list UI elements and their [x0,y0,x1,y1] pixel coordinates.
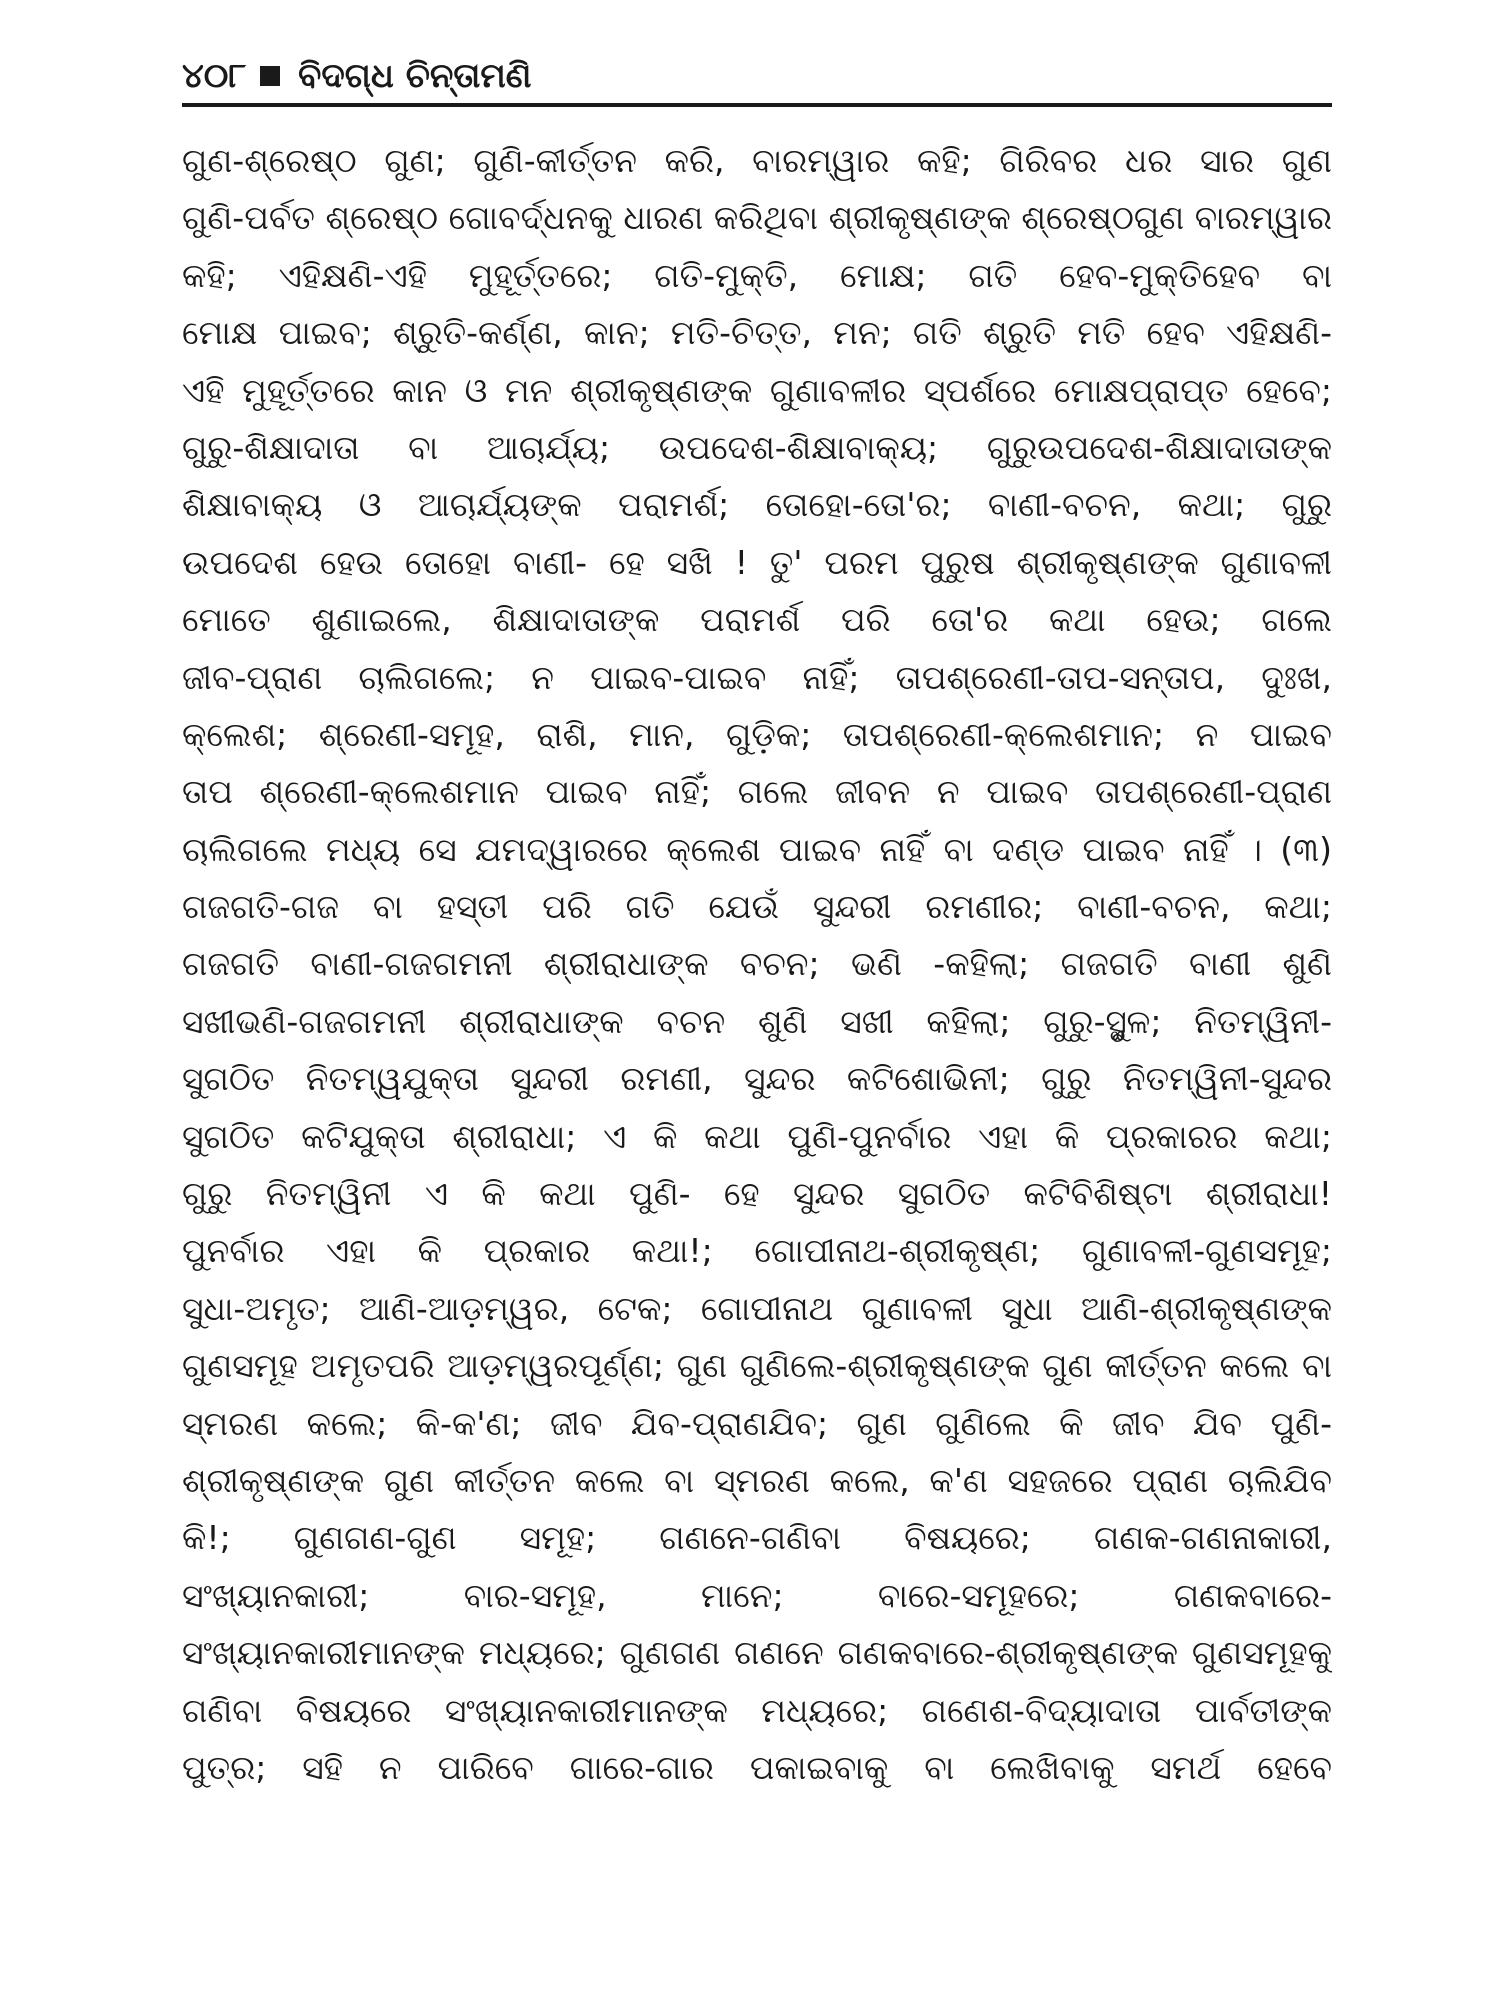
text-line: ଏହି ମୁହୂର୍ତ୍ତରେ କାନ ଓ ମନ ଶ୍ରୀକୃଷ୍ଣଙ୍କ ଗୁଣାବଳୀର ସ୍ପର୍ଶରେ ମୋକ୍ଷପ୍ରାପ୍ତ ହେବେ; [182,370,1332,410]
square-bullet-icon [260,66,280,86]
text-line: ଗଜଗତି ବାଣୀ-ଗଜଗମନୀ ଶ୍ରୀରାଧାଙ୍କ ବଚନ; ଭଣି -କହିଲା; ଗଜଗତି ବାଣୀ ଶୁଣି [182,944,1332,984]
text-line: ସଖୀଭଣି-ଗଜଗମନୀ ଶ୍ରୀରାଧାଙ୍କ ବଚନ ଶୁଣି ସଖୀ କହିଲା; ଗୁରୁ-ସ୍ଥୁଳ; ନିତମ୍ୱିନୀ- [182,1001,1332,1041]
text-line: ସୁଗଠିତ ନିତମ୍ୱଯୁକ୍ତା ସୁନ୍ଦରୀ ରମଣୀ, ସୁନ୍ଦର କଟିଶୋଭିନୀ; ଗୁରୁ ନିତମ୍ୱିନୀ-ସୁନ୍ଦର [182,1059,1332,1099]
text-line: ଚାଲିଗଲେ ମଧ୍ୟ ସେ ଯମଦ୍ୱାରରେ କ୍ଲେଶ ପାଇବ ନାହିଁ ବା ଦଣ୍ଡ ପାଇବ ନାହିଁ । (୩) [182,829,1332,869]
text-line: ଗୁରୁ-ଶିକ୍ଷାଦାତା ବା ଆଚାର୍ଯ୍ୟ; ଉପଦେଶ-ଶିକ୍ଷାବାକ୍ୟ; ଗୁରୁଉପଦେଶ-ଶିକ୍ଷାଦାତାଙ୍କ [182,427,1332,467]
text-line: ପୁନର୍ବାର ଏହା କି ପ୍ରକାର କଥା!; ଗୋପୀନାଥ-ଶ୍ରୀକୃଷ୍ଣ; ଗୁଣାବଳୀ-ଗୁଣସମୂହ; [182,1231,1332,1271]
text-line: ତାପ ଶ୍ରେଣୀ-କ୍ଲେଶମାନ ପାଇବ ନାହିଁ; ଗଲେ ଜୀବନ ନ ପାଇବ ତାପଶ୍ରେଣୀ-ପ୍ରାଣ [182,772,1332,812]
text-line: ସୁଧା-ଅମୃତ; ଆଣି-ଆଡ଼ମ୍ୱର, ଟେକ; ଗୋପୀନାଥ ଗୁଣାବଳୀ ସୁଧା ଆଣି-ଶ୍ରୀକୃଷ୍ଣଙ୍କ [182,1288,1332,1328]
text-line: କି!; ଗୁଣଗଣ-ଗୁଣ ସମୂହ; ଗଣନେ-ଗଣିବା ବିଷୟରେ; ଗଣକ-ଗଣନାକାରୀ, [182,1518,1332,1558]
text-line: ସଂଖ୍ୟାନକାରୀମାନଙ୍କ ମଧ୍ୟରେ; ଗୁଣଗଣ ଗଣନେ ଗଣକବାରେ-ଶ୍ରୀକୃଷ୍ଣଙ୍କ ଗୁଣସମୂହକୁ [182,1633,1332,1673]
text-line: ଜୀବ-ପ୍ରାଣ ଚାଲିଗଲେ; ନ ପାଇବ-ପାଇବ ନାହିଁ; ତାପଶ୍ରେଣୀ-ତାପ-ସନ୍ତାପ, ଦୁଃଖ, [182,657,1332,697]
text-line: ସଂଖ୍ୟାନକାରୀ; ବାର-ସମୂହ, ମାନେ; ବାରେ-ସମୂହରେ; ଗଣକବାରେ- [182,1575,1332,1615]
text-line: ଗଣିବା ବିଷୟରେ ସଂଖ୍ୟାନକାରୀମାନଙ୍କ ମଧ୍ୟରେ; ଗଣେଶ-ବିଦ୍ୟାଦାତା ପାର୍ବତୀଙ୍କ [182,1690,1332,1730]
text-line: ମୋକ୍ଷ ପାଇବ; ଶ୍ରୁତି-କର୍ଣ୍ଣ, କାନ; ମତି-ଚିତ୍ତ, ମନ; ଗତି ଶ୍ରୁତି ମତି ହେବ ଏହିକ୍ଷଣି- [182,313,1332,353]
page-number: ୪୦୮ [182,56,247,96]
text-line: ଶ୍ରୀକୃଷ୍ଣଙ୍କ ଗୁଣ କୀର୍ତ୍ତନ କଲେ ବା ସ୍ମରଣ କଲେ, କ'ଣ ସହଜରେ ପ୍ରାଣ ଚାଲିଯିବ [182,1460,1332,1500]
text-line: କ୍ଲେଶ; ଶ୍ରେଣୀ-ସମୂହ, ରାଶି, ମାନ, ଗୁଡ଼ିକ; ତାପଶ୍ରେଣୀ-କ୍ଲେଶମାନ; ନ ପାଇବ [182,714,1332,754]
text-line: ଉପଦେଶ ହେଉ ତୋହୋ ବାଣୀ- ହେ ସଖି ! ତୁ' ପରମ ପୁରୁଷ ଶ୍ରୀକୃଷ୍ଣଙ୍କ ଗୁଣାବଳୀ [182,542,1332,582]
body-text [182,132,1332,1796]
text-line: ଗଜଗତି-ଗଜ ବା ହସ୍ତୀ ପରି ଗତି ଯେଉଁ ସୁନ୍ଦରୀ ରମଣୀର; ବାଣୀ-ବଚନ, କଥା; [182,887,1332,927]
text-line: ସୁଗଠିତ କଟିଯୁକ୍ତା ଶ୍ରୀରାଧା; ଏ କି କଥା ପୁଣି-ପୁନର୍ବାର ଏହା କି ପ୍ରକାରର କଥା; [182,1116,1332,1156]
text-line: ପୁତ୍ର; ସହି ନ ପାରିବେ ଗାରେ-ଗାର ପକାଇବାକୁ ବା ଲେଖିବାକୁ ସମର୍ଥ ହେବେ [182,1747,1332,1787]
text-line: ସ୍ମରଣ କଲେ; କି-କ'ଣ; ଜୀବ ଯିବ-ପ୍ରାଣଯିବ; ଗୁଣ ଗୁଣିଲେ କି ଜୀବ ଯିବ ପୁଣି- [182,1403,1332,1443]
running-header [182,52,1332,100]
text-line: ମୋତେ ଶୁଣାଇଲେ, ଶିକ୍ଷାଦାତାଙ୍କ ପରାମର୍ଶ ପରି ତୋ'ର କଥା ହେଉ; ଗଲେ [182,600,1332,640]
text-line: ଶିକ୍ଷାବାକ୍ୟ ଓ ଆଚାର୍ଯ୍ୟଙ୍କ ପରାମର୍ଶ; ତୋହୋ-ତୋ'ର; ବାଣୀ-ବଚନ, କଥା; ଗୁରୁ [182,485,1332,525]
text-line: ଗୁରୁ ନିତମ୍ୱିନୀ ଏ କି କଥା ପୁଣି- ହେ ସୁନ୍ଦର ସୁଗଠିତ କଟିବିଶିଷ୍ଟା ଶ୍ରୀରାଧା! [182,1174,1332,1214]
text-line: ଗୁଣସମୂହ ଅମୃତପରି ଆଡ଼ମ୍ୱରପୂର୍ଣ୍ଣ; ଗୁଣ ଗୁଣିଲେ-ଶ୍ରୀକୃଷ୍ଣଙ୍କ ଗୁଣ କୀର୍ତ୍ତନ କଲେ ବା [182,1346,1332,1386]
text-line: ଗୁଣି-ପର୍ବତ ଶ୍ରେଷ୍ଠ ଗୋବର୍ଦ୍ଧନକୁ ଧାରଣ କରିଥିବା ଶ୍ରୀକୃଷ୍ଣଙ୍କ ଶ୍ରେଷ୍ଠଗୁଣ ବାରମ୍ୱାର [182,198,1332,238]
text-line: କହି; ଏହିକ୍ଷଣି-ଏହି ମୁହୂର୍ତ୍ତରେ; ଗତି-ମୁକ୍ତି, ମୋକ୍ଷ; ଗତି ହେବ-ମୁକ୍ତିହେବ ବା [182,255,1332,295]
text-line: ଗୁଣ-ଶ୍ରେଷ୍ଠ ଗୁଣ; ଗୁଣି-କୀର୍ତ୍ତନ କରି, ବାରମ୍ୱାର କହି; ଗିରିବର ଧର ସାର ଗୁଣ [182,141,1332,180]
book-title: ବିଦଗ୍ଧ ଚିନ୍ତାମଣି [298,56,532,96]
header-rule [182,103,1332,107]
